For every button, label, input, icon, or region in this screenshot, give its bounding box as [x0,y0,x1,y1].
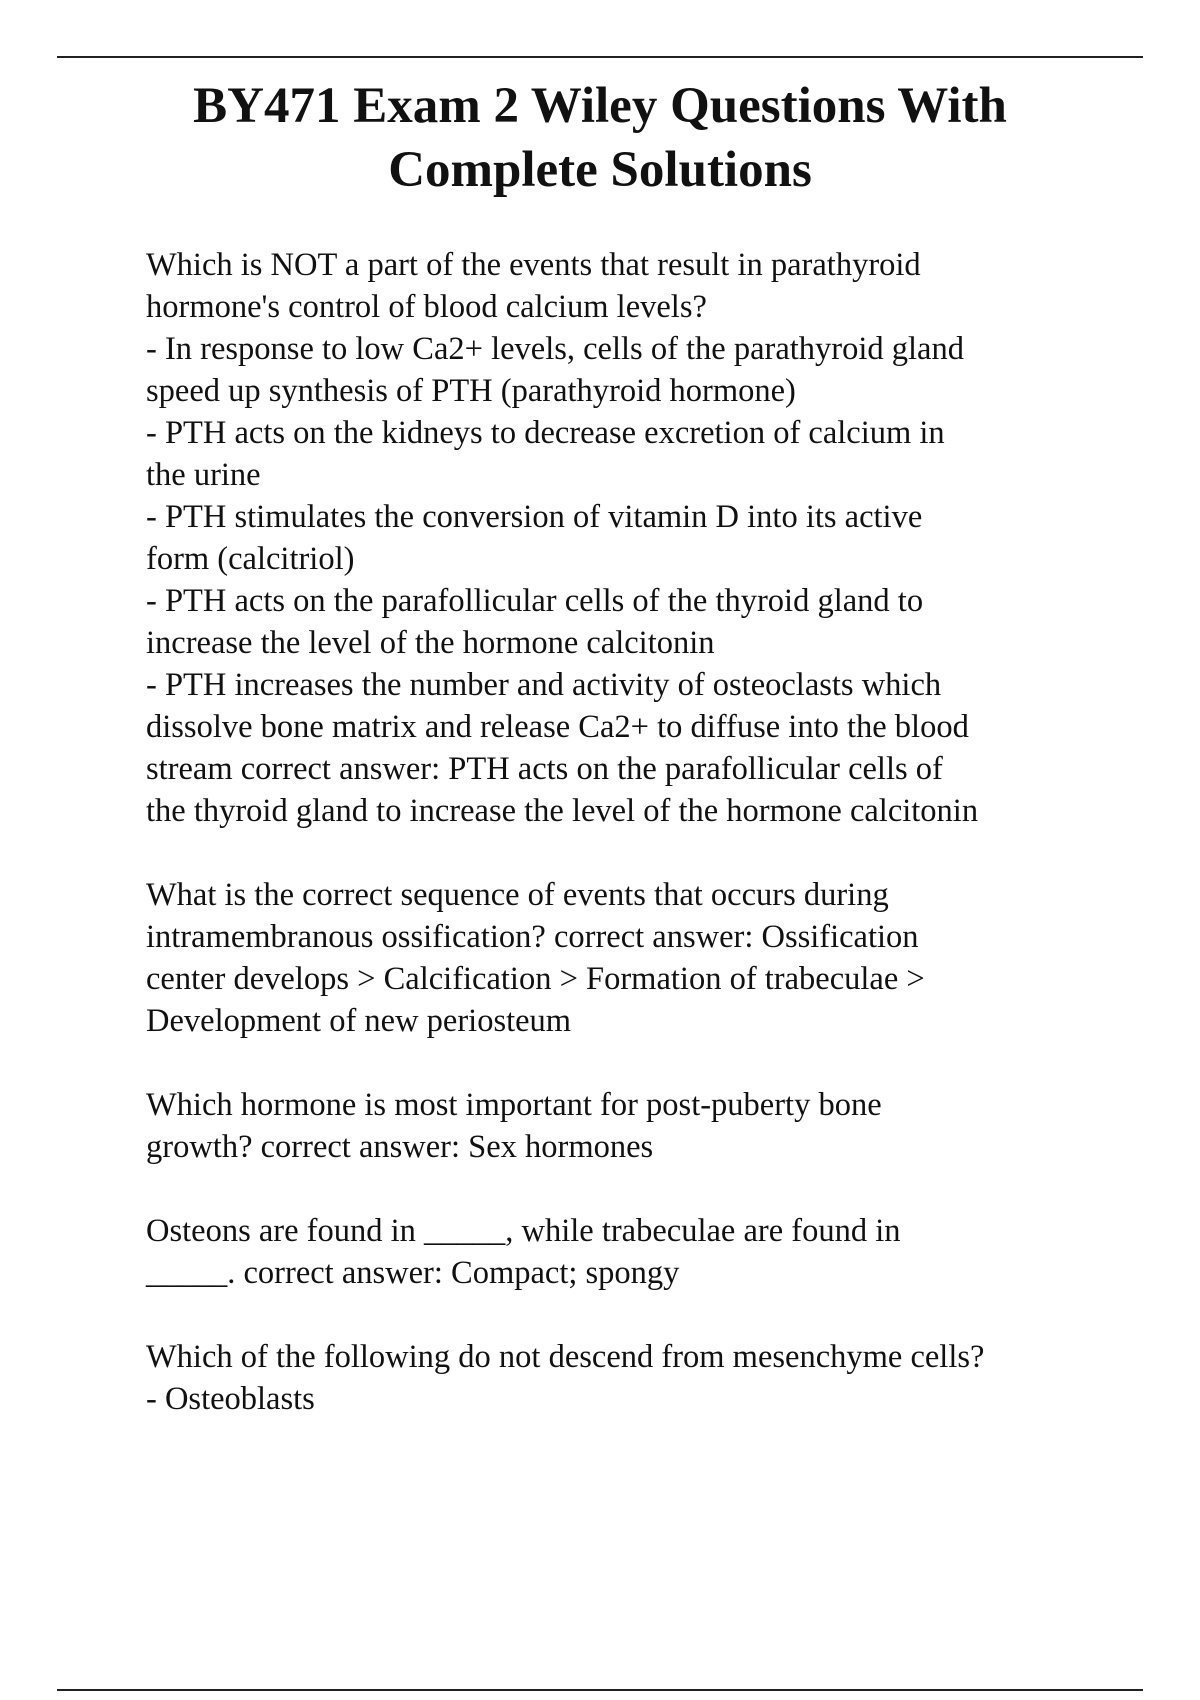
question-entry [146,244,1106,832]
text-line: Which hormone is most important for post-puberty bone [146,1087,882,1123]
text-line: Which is NOT a part of the events that result in parathyroid [146,247,921,283]
text-line: Osteons are found in _____, while trabeculae are found in [146,1213,901,1249]
text-line: intramembranous ossification? correct answer: Ossification [146,919,919,955]
text-line: growth? correct answer: Sex hormones [146,1129,654,1165]
text-line: the urine [146,457,261,493]
text-line: hormone's control of blood calcium levels? [146,289,707,325]
title-line: BY471 Exam 2 Wiley Questions With [193,78,1007,134]
text-line: - PTH acts on the parafollicular cells of the thyroid gland to [146,583,924,619]
text-line: the thyroid gland to increase the level of the hormone calcitonin [146,793,979,829]
text-line: - PTH acts on the kidneys to decrease excretion of calcium in [146,415,945,451]
question-entry [146,1210,1106,1294]
top-rule [57,56,1143,58]
question-entry [146,1084,1106,1168]
text-line: speed up synthesis of PTH (parathyroid hormone) [146,373,796,409]
text-line: form (calcitriol) [146,541,355,577]
text-line: Which of the following do not descend from mesenchyme cells? [146,1339,985,1375]
question-entry [146,874,1106,1042]
document-title [60,74,1140,202]
question-entry [146,1336,1106,1420]
text-line: _____. correct answer: Compact; spongy [146,1255,680,1291]
text-line: increase the level of the hormone calcitonin [146,625,715,661]
text-line: What is the correct sequence of events that occurs during [146,877,889,913]
title-line: Complete Solutions [388,142,812,198]
text-line: - In response to low Ca2+ levels, cells of the parathyroid gland [146,331,964,367]
text-line: dissolve bone matrix and release Ca2+ to diffuse into the blood [146,709,969,745]
text-line: center develops > Calcification > Formation of trabeculae > [146,961,925,997]
text-line: - PTH increases the number and activity of osteoclasts which [146,667,942,703]
text-line: Development of new periosteum [146,1003,572,1039]
document-body [146,244,1106,1462]
text-line: - PTH stimulates the conversion of vitamin D into its active [146,499,923,535]
bottom-rule [57,1689,1143,1691]
text-line: stream correct answer: PTH acts on the parafollicular cells of [146,751,943,787]
text-line: - Osteoblasts [146,1381,315,1417]
